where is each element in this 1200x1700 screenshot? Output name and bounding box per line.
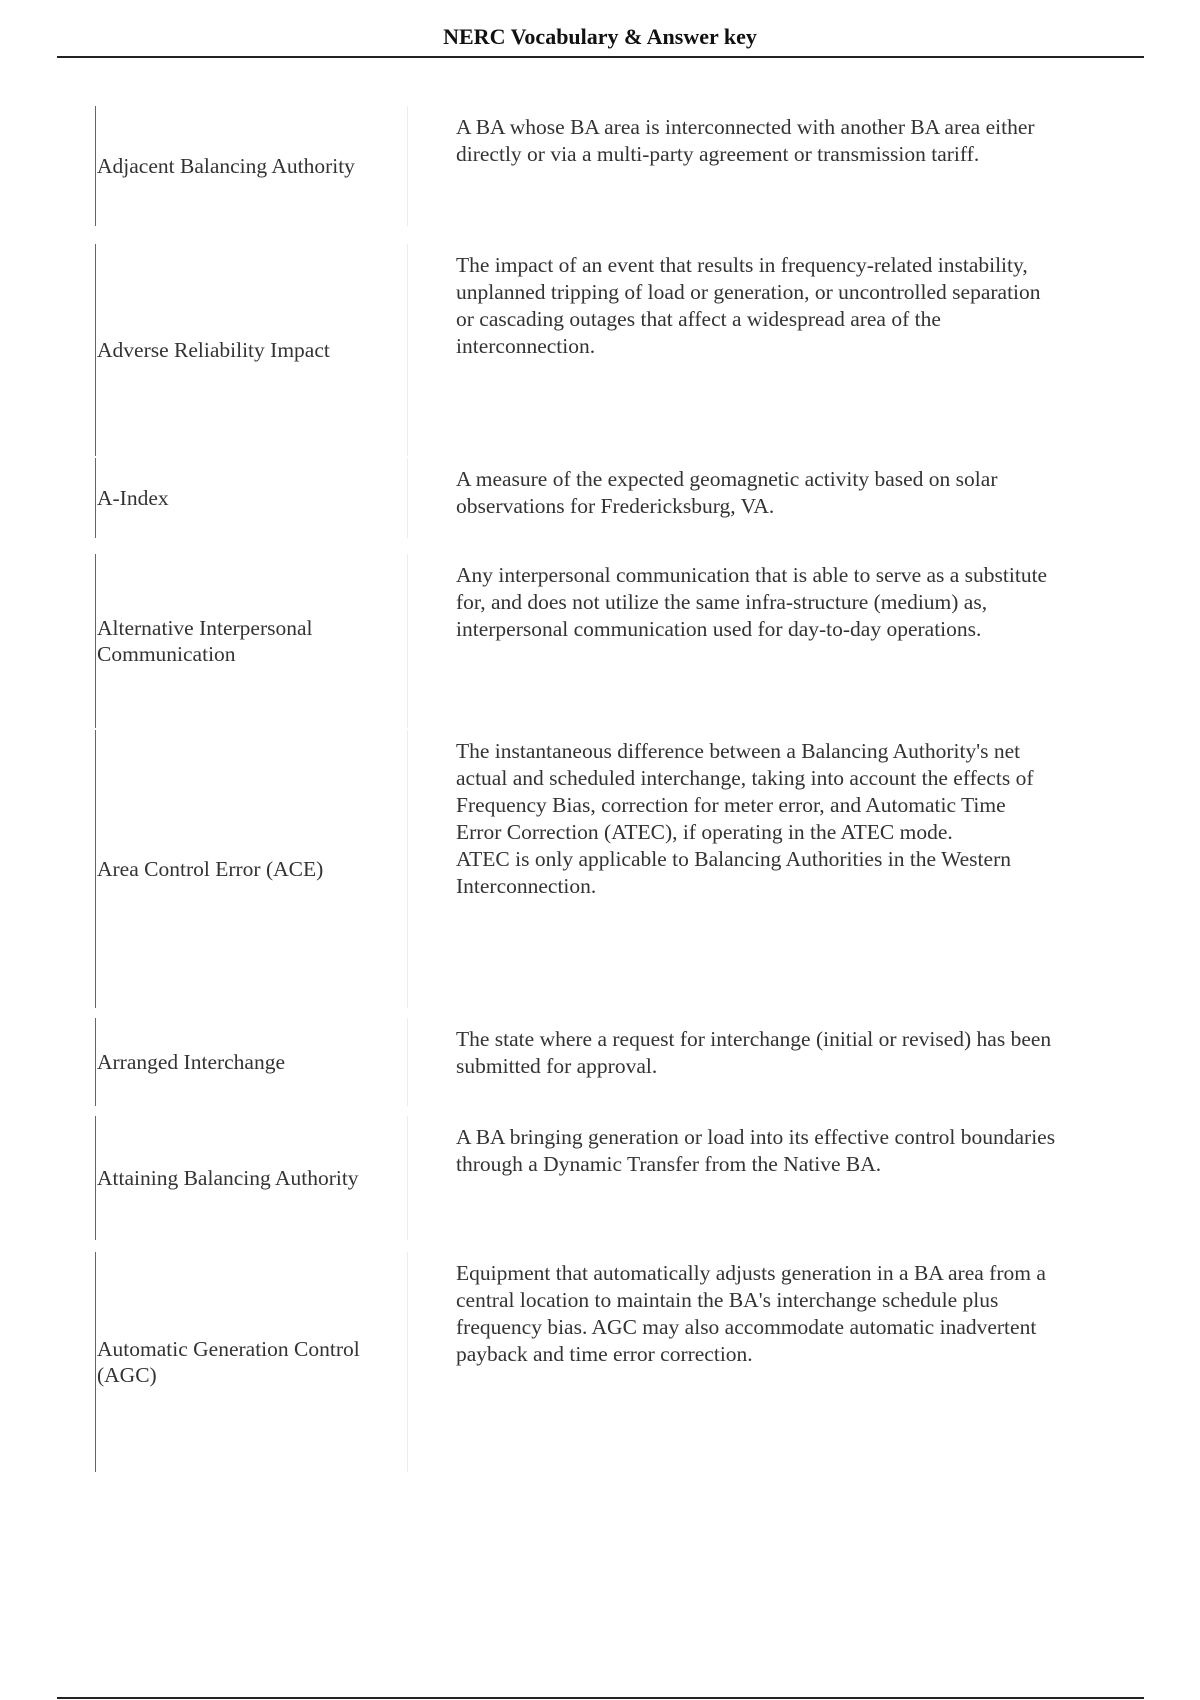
glossary-row [95,730,1055,1008]
glossary-term: Arranged Interchange [95,1018,385,1106]
column-divider [407,1252,408,1472]
column-divider [407,458,408,538]
glossary-term: A-Index [95,458,385,538]
glossary-row [95,458,1055,538]
definition-text: The instantaneous difference between a Balancing Authority's net actual and scheduled interchange, taking into account the effects of Frequency Bias, correction for meter error, and Automatic Time Error Correction (ATEC), if operating in the ATEC mode. [456,739,1034,844]
glossary-definition: The impact of an event that results in frequency-related instability, unplanned tripping of load or generation, or uncontrolled separation or cascading outages that affect a widespread area of the interconnection. [456,253,1041,358]
column-divider [407,554,408,728]
definition-note: ATEC is only applicable to Balancing Authorities in the Western Interconnection. [456,847,1011,898]
footer-divider [57,1697,1144,1699]
column-divider [407,1018,408,1106]
header-divider [57,56,1144,58]
glossary-row [95,106,1055,226]
glossary-term: Automatic Generation Control (AGC) [95,1252,385,1472]
glossary-row [95,554,1055,728]
glossary-term: Area Control Error (ACE) [95,730,385,1008]
column-divider [407,1116,408,1240]
glossary-definition: A BA whose BA area is interconnected with another BA area either directly or via a multi-party agreement or transmission tariff. [456,115,1035,166]
glossary-row [95,1018,1055,1106]
glossary-row [95,244,1055,456]
glossary-term: Attaining Balancing Authority [95,1116,385,1240]
column-divider [407,730,408,1008]
glossary-definition [456,738,1056,900]
column-divider [407,106,408,226]
glossary-definition: Equipment that automatically adjusts generation in a BA area from a central location to maintain the BA's interchange schedule plus frequency bias. AGC may also accommodate automatic inadvertent payback and time error correction. [456,1261,1046,1366]
glossary-term: Adverse Reliability Impact [95,244,385,456]
glossary-row [95,1116,1055,1240]
column-divider [407,244,408,456]
page-title: NERC Vocabulary & Answer key [443,24,757,49]
glossary-term: Alternative Interpersonal Communication [95,554,385,728]
glossary-definition: Any interpersonal communication that is able to serve as a substitute for, and does not utilize the same infra-structure (medium) as, interpersonal communication used for day-to-day operations. [456,563,1048,641]
glossary-definition: A measure of the expected geomagnetic activity based on solar observations for Fredericksburg, VA. [456,467,998,518]
glossary-term: Adjacent Balancing Authority [95,106,385,226]
glossary-definition: The state where a request for interchange (initial or revised) has been submitted for approval. [456,1027,1052,1078]
glossary-definition: A BA bringing generation or load into its effective control boundaries through a Dynamic Transfer from the Native BA. [456,1125,1056,1176]
glossary-row [95,1252,1055,1472]
